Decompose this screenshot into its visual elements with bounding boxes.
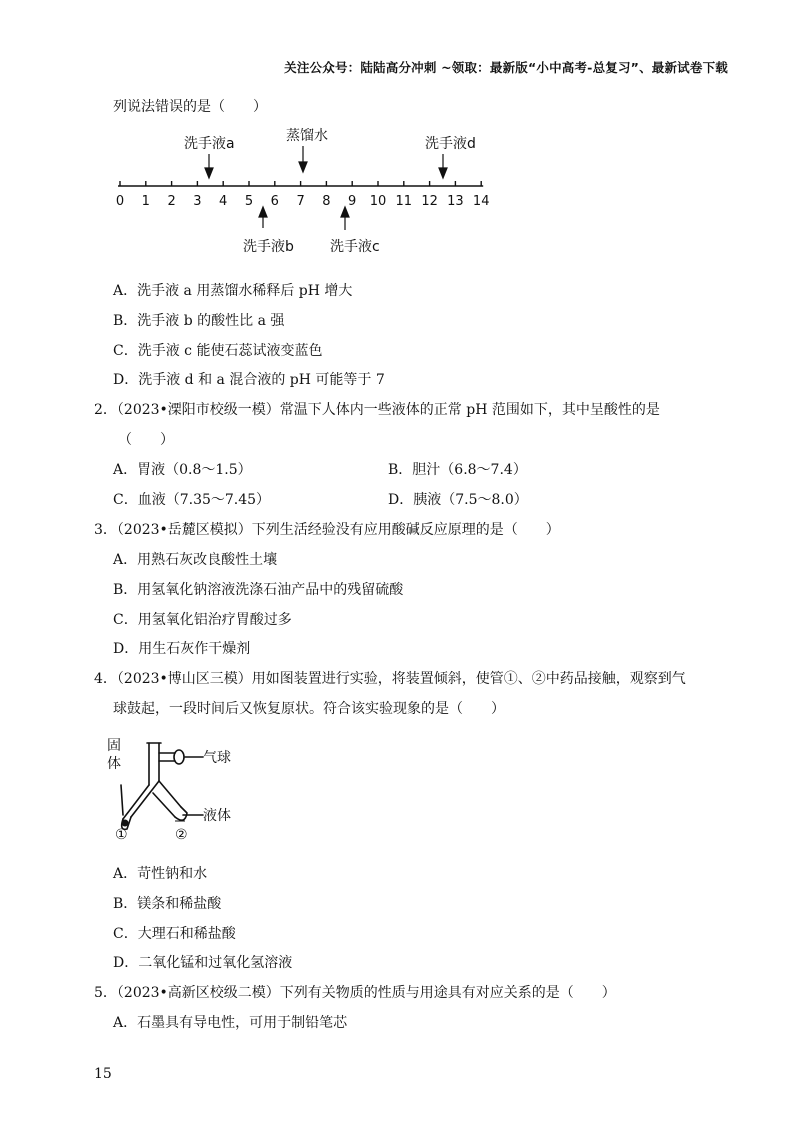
q2-paren: （ ） (118, 432, 174, 448)
q1-option-c: C．洗手液 c 能使石蕊试液变蓝色 (113, 343, 323, 359)
q4-option-c: C．大理石和稀盐酸 (113, 926, 236, 942)
ph-tick-label: 13 (447, 194, 464, 209)
arrow-d-head (439, 168, 447, 178)
label-balloon: 气球 (203, 750, 231, 766)
label-hand-sanitizer-a: 洗手液a (184, 136, 235, 152)
label-hand-sanitizer-c: 洗手液c (330, 239, 380, 255)
label-tube-2: ② (175, 827, 188, 843)
ph-tick-label: 7 (296, 194, 305, 209)
q4-option-d: D．二氧化锰和过氧化氢溶液 (113, 955, 293, 971)
ph-tick-label: 3 (193, 194, 202, 209)
label-solid-1: 固 (107, 738, 121, 754)
ph-tick-label: 1 (141, 194, 150, 209)
balloon-icon (174, 750, 184, 764)
q4-stem-line1: 4．（2023•博山区三模）用如图装置进行实验，将装置倾斜，使管①、②中药品接触，观察到气 (94, 671, 686, 687)
label-hand-sanitizer-d: 洗手液d (425, 136, 476, 152)
y-tube-apparatus-figure (105, 733, 245, 843)
arrow-water-head (299, 162, 307, 172)
ph-tick-label: 14 (472, 194, 490, 209)
q2-stem: 2．（2023•溧阳市校级一模）常温下人体内一些液体的正常 pH 范围如下，其中呈酸性的是 (94, 402, 660, 418)
label-liquid: 液体 (203, 808, 231, 824)
ph-tick-label: 12 (421, 194, 438, 209)
q2-option-b: B．胆汁（6.8～7.4） (388, 462, 527, 478)
arrow-a-head (205, 168, 213, 178)
q3-option-b: B．用氢氧化钠溶液洗涤石油产品中的残留硫酸 (113, 582, 404, 598)
q1-option-b: B．洗手液 b 的酸性比 a 强 (113, 313, 285, 329)
ph-tick-label: 11 (395, 194, 413, 209)
solid-leader (121, 785, 123, 815)
q5-option-a: A．石墨具有导电性，可用于制铅笔芯 (113, 1015, 348, 1031)
y-tube-left-arm (123, 781, 159, 819)
y-tube-right-arm (153, 781, 181, 817)
q4-option-a: A．苛性钠和水 (113, 866, 208, 882)
label-distilled-water: 蒸馏水 (286, 128, 328, 144)
arrow-b-head (259, 207, 267, 217)
page-number: 15 (94, 1066, 112, 1082)
ph-tick-label: 6 (270, 194, 279, 209)
ph-tick-label: 9 (348, 194, 357, 209)
q3-stem: 3．（2023•岳麓区模拟）下列生活经验没有应用酸碱反应原理的是（ ） (94, 522, 560, 538)
q2-option-d: D．胰液（7.5～8.0） (388, 492, 528, 508)
ph-tick-label: 8 (322, 194, 331, 209)
q4-option-b: B．镁条和稀盐酸 (113, 896, 222, 912)
label-hand-sanitizer-b: 洗手液b (243, 239, 294, 255)
ph-tick-label: 2 (167, 194, 176, 209)
ph-tick-label: 0 (115, 194, 125, 209)
ph-tick-label: 10 (369, 194, 387, 209)
ph-tick-label: 5 (244, 194, 254, 209)
q3-option-c: C．用氢氧化铝治疗胃酸过多 (113, 612, 292, 628)
tube-2-bottom (175, 807, 187, 820)
q1-option-d: D．洗手液 d 和 a 混合液的 pH 可能等于 7 (113, 372, 385, 388)
q4-stem-line2: 球鼓起，一段时间后又恢复原状。符合该实验现象的是（ ） (113, 701, 505, 717)
q5-stem: 5．（2023•高新区校级二模）下列有关物质的性质与用途具有对应关系的是（ ） (94, 985, 616, 1001)
y-tube-neck (149, 743, 159, 785)
balloon-connector (159, 753, 175, 761)
label-tube-1: ① (115, 827, 128, 843)
q3-option-d: D．用生石灰作干燥剂 (113, 641, 251, 657)
label-solid-2: 体 (107, 756, 121, 772)
q2-option-c: C．血液（7.35～7.45） (113, 492, 271, 508)
page-header: 关注公众号：陆陆高分冲刺 ~领取：最新版“小中高考-总复习”、最新试卷下载 (284, 60, 728, 75)
ph-scale-axis (116, 181, 490, 209)
q2-option-a: A．胃液（0.8～1.5） (113, 462, 252, 478)
solid-reagent (122, 820, 129, 827)
q1-option-a: A．洗手液 a 用蒸馏水稀释后 pH 增大 (113, 283, 353, 299)
ph-scale-figure (100, 118, 520, 268)
q1-stem-tail: 列说法错误的是（ ） (113, 99, 267, 115)
ph-tick-label: 4 (219, 194, 228, 209)
q3-option-a: A．用熟石灰改良酸性土壤 (113, 552, 278, 568)
